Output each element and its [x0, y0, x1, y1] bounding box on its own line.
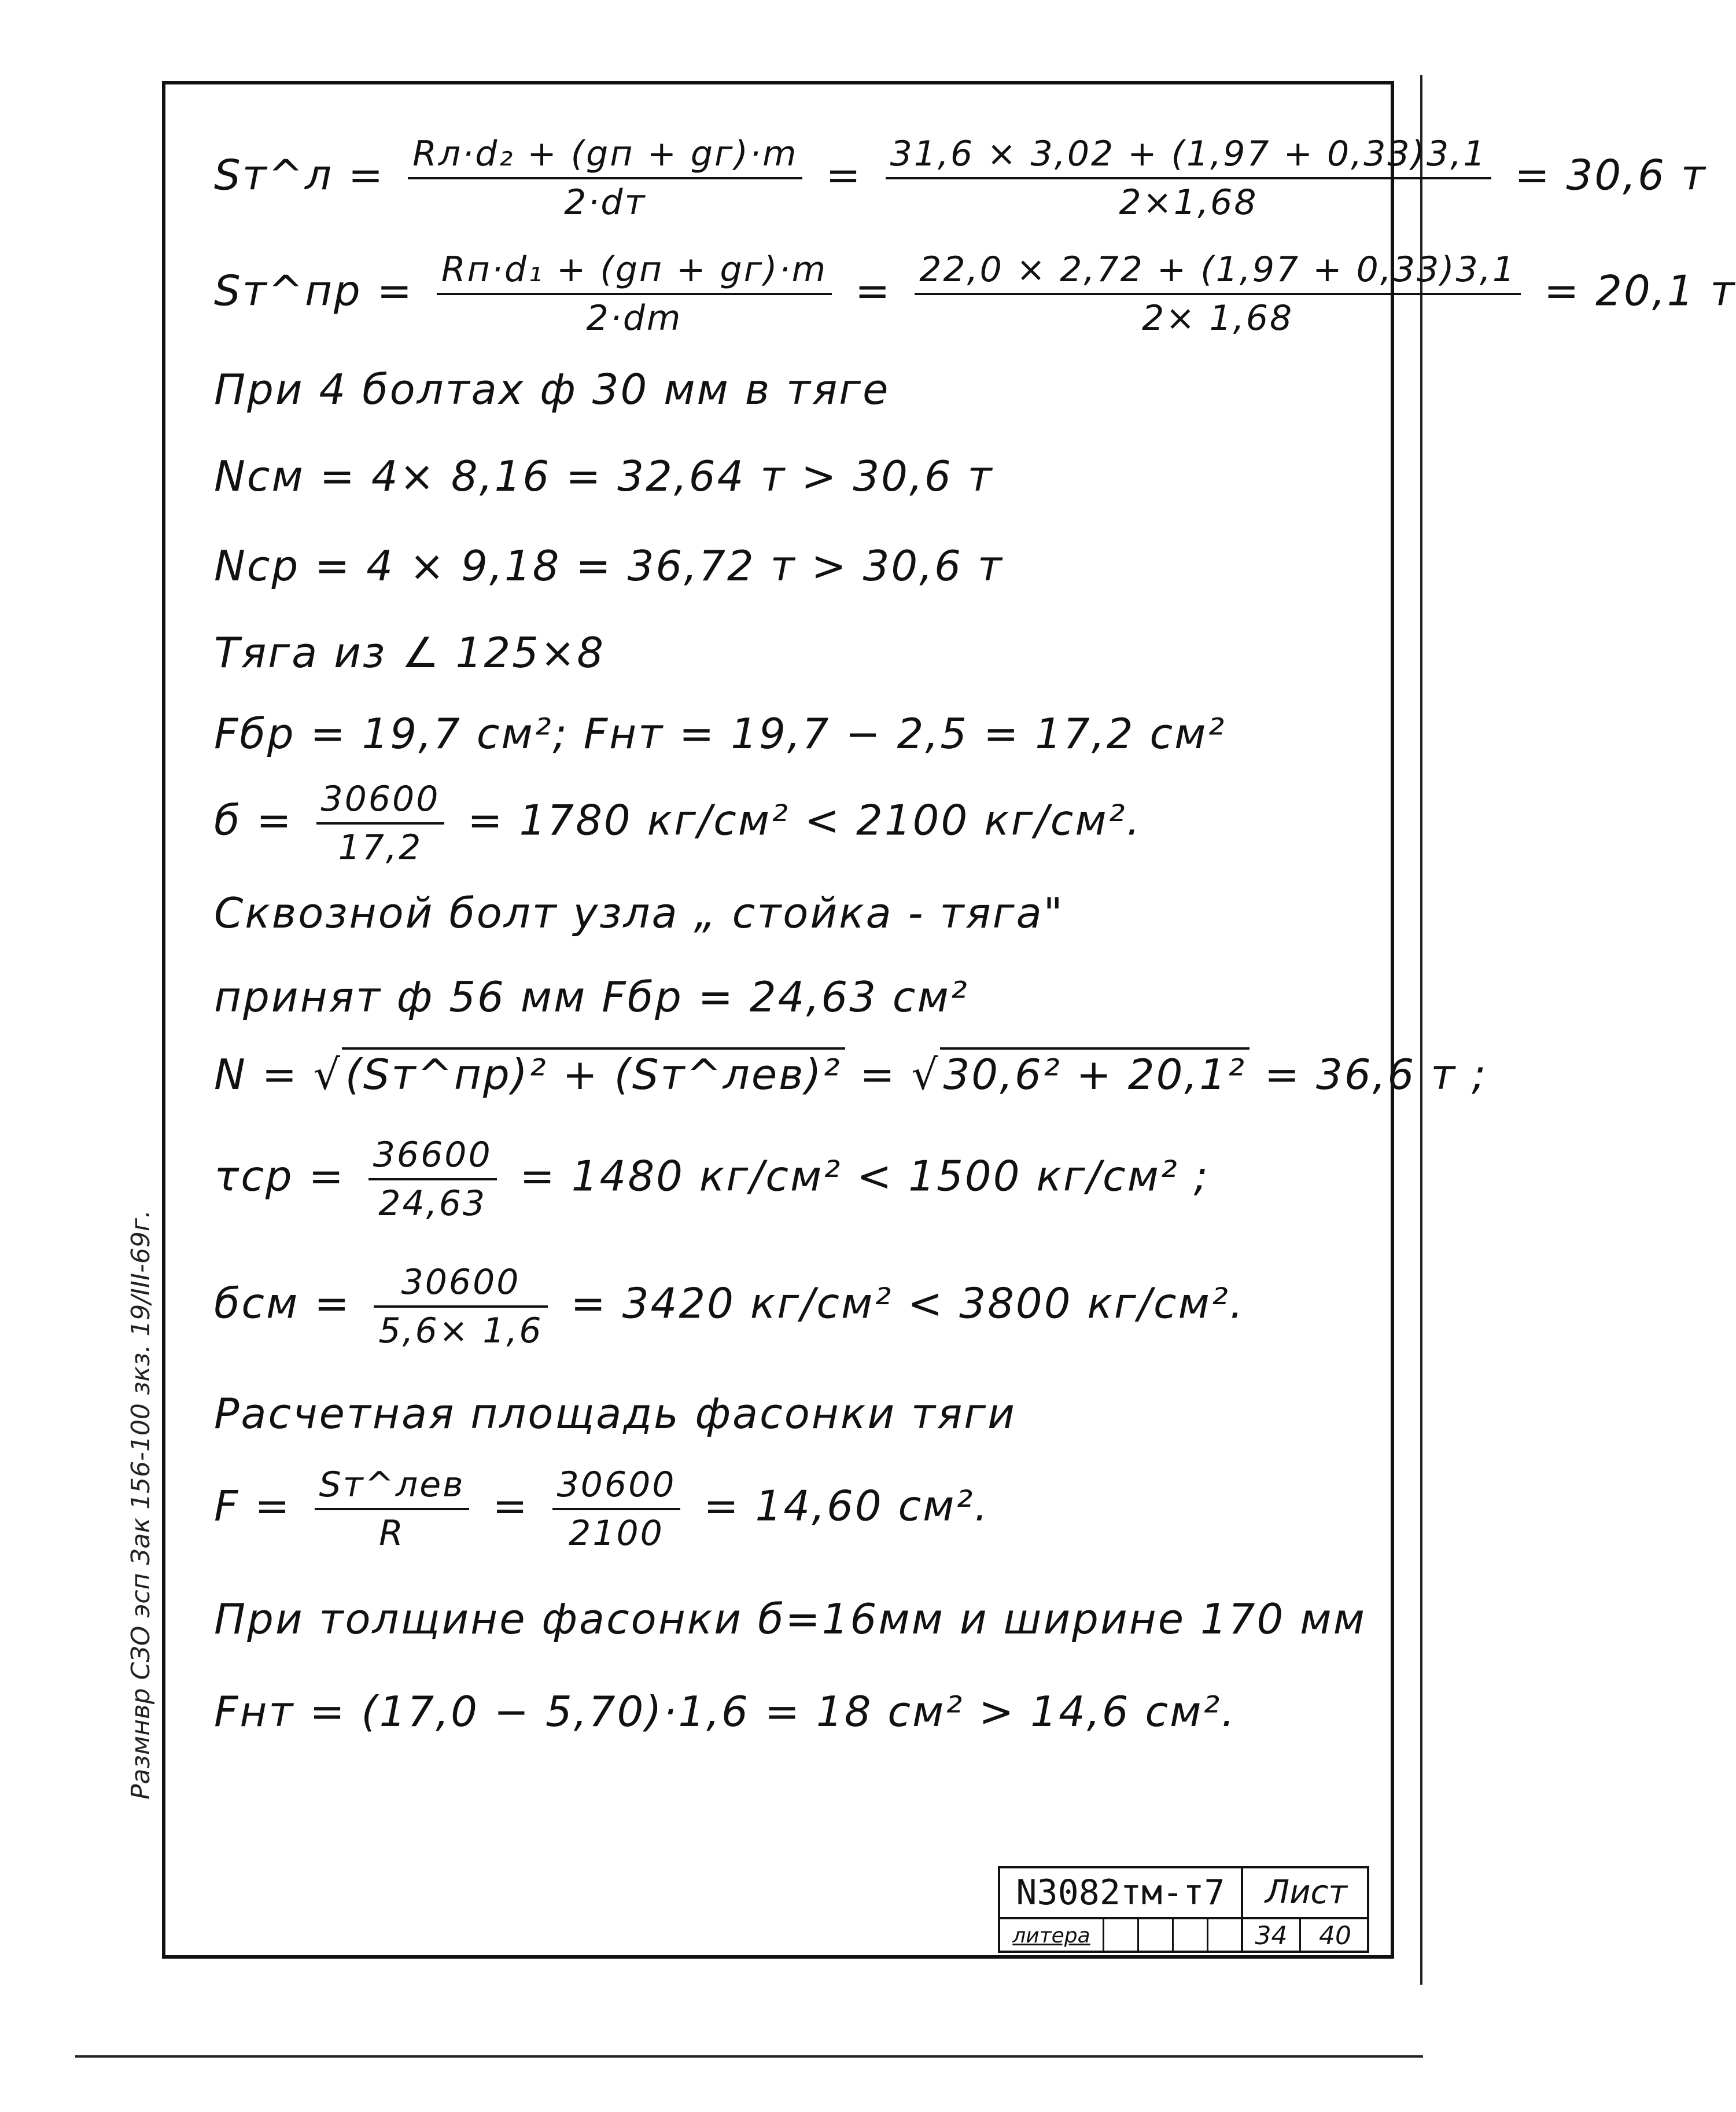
text-through-bolt: Сквозной болт узла „ стойка - тяга": [214, 889, 1064, 937]
fraction-symbolic: [437, 249, 832, 339]
equals: =: [492, 1481, 529, 1530]
fraction-numeric: [552, 1464, 681, 1554]
formula-stress: [214, 778, 1141, 869]
lhs: бсм =: [214, 1279, 351, 1328]
sheet-total: 40: [1319, 1921, 1351, 1951]
radicand-1: (Sт^пр)² + (Sт^лев)²: [342, 1047, 845, 1099]
equals-root: = √: [845, 1050, 940, 1099]
formula-f-net: Fнт = (17,0 − 5,70)·1,6 = 18 см² > 14,6 см².: [214, 1687, 1237, 1736]
text-thickness-width: При толщине фасонки б=16мм и ширине 170 мм: [214, 1595, 1366, 1643]
lhs: N = √: [214, 1050, 342, 1099]
numerator: 36600: [368, 1134, 497, 1180]
liter-cell: [1208, 1919, 1243, 1953]
result: = 36,6 т ;: [1249, 1050, 1488, 1099]
denominator: R: [379, 1513, 405, 1554]
numerator: 30600: [552, 1464, 681, 1510]
liter-row: [1000, 1919, 1243, 1953]
denominator: 2×1,68: [1119, 182, 1258, 223]
bottom-rule: [75, 2055, 1423, 2058]
result: = 30,6 т: [1514, 150, 1707, 200]
formula-s-right: [214, 249, 1736, 339]
lhs: F =: [214, 1481, 292, 1530]
result: = 20,1 т: [1543, 266, 1736, 315]
outer-vertical-rule: [1420, 75, 1422, 1985]
lhs: τср =: [214, 1151, 345, 1201]
formula-areas: Fбр = 19,7 см²; Fнт = 19,7 − 2,5 = 17,2 см²: [214, 709, 1226, 758]
fraction-numeric: [915, 249, 1521, 339]
formula-n-resultant: [214, 1047, 1487, 1099]
result: = 1480 кг/см² < 1500 кг/см² ;: [519, 1151, 1210, 1201]
fraction-symbolic: [408, 133, 802, 223]
equals: =: [825, 150, 863, 200]
margin-print-note: Размнвр СЗО эсп Зак 156-100 зкз. 19/III-69г.: [126, 1210, 156, 1800]
numerator: 31,6 × 3,02 + (1,97 + 0,33)3,1: [886, 133, 1492, 179]
text-rod: Тяга из ∠ 125×8: [214, 628, 606, 677]
lhs: Sт^пр =: [214, 266, 414, 315]
lhs: б =: [214, 796, 293, 845]
fraction: [316, 778, 445, 869]
liter-label: литера: [1000, 1919, 1104, 1953]
formula-bearing: [214, 1261, 1245, 1352]
result: = 3420 кг/см² < 3800 кг/см².: [570, 1279, 1245, 1328]
lhs: Sт^л =: [214, 150, 385, 200]
title-block-stamp: [998, 1866, 1369, 1953]
numerator: 22,0 × 2,72 + (1,97 + 0,33)3,1: [915, 249, 1521, 295]
equals: =: [854, 266, 892, 315]
denominator: 2·dm: [586, 298, 683, 338]
numerator: 30600: [316, 778, 445, 825]
text-design-area: Расчетная площадь фасонки тяги: [214, 1389, 1016, 1438]
numerator: 30600: [374, 1261, 547, 1308]
formula-n-sm: Nсм = 4× 8,16 = 32,64 т > 30,6 т: [214, 452, 994, 501]
denominator: 17,2: [338, 827, 423, 868]
result: = 1780 кг/см² < 2100 кг/см².: [467, 796, 1142, 845]
formula-f: [214, 1464, 989, 1554]
denominator: 2100: [569, 1513, 664, 1554]
fraction-symbolic: [315, 1464, 470, 1554]
denominator: 5,6× 1,6: [378, 1311, 543, 1351]
result: = 14,60 см².: [703, 1481, 990, 1530]
liter-cell: [1174, 1919, 1208, 1953]
numerator: Rл·d₂ + (gп + gг)·m: [408, 133, 802, 179]
radicand-2: 30,6² + 20,1²: [940, 1047, 1250, 1099]
denominator: 2·dт: [564, 182, 647, 223]
formula-tau: [214, 1134, 1210, 1224]
fraction: [374, 1261, 547, 1352]
liter-cell: [1139, 1919, 1174, 1953]
liter-cell: [1104, 1919, 1139, 1953]
denominator: 2× 1,68: [1142, 298, 1294, 338]
drawing-code: N3082тм-т7: [1000, 1868, 1243, 1919]
numerator: Sт^лев: [315, 1464, 470, 1510]
formula-n-sr: Nср = 4 × 9,18 = 36,72 т > 30,6 т: [214, 542, 1004, 590]
sheet-number: 34: [1243, 1919, 1301, 1953]
text-accepted: принят ф 56 мм Fбр = 24,63 см²: [214, 973, 969, 1021]
sheet-label: Лист: [1243, 1868, 1369, 1919]
fraction-numeric: [886, 133, 1492, 223]
numerator: Rп·d₁ + (gп + gг)·m: [437, 249, 832, 295]
fraction: [368, 1134, 497, 1224]
text-bolts: При 4 болтах ф 30 мм в тяге: [214, 365, 890, 414]
denominator: 24,63: [378, 1183, 487, 1224]
formula-s-left: [214, 133, 1707, 223]
